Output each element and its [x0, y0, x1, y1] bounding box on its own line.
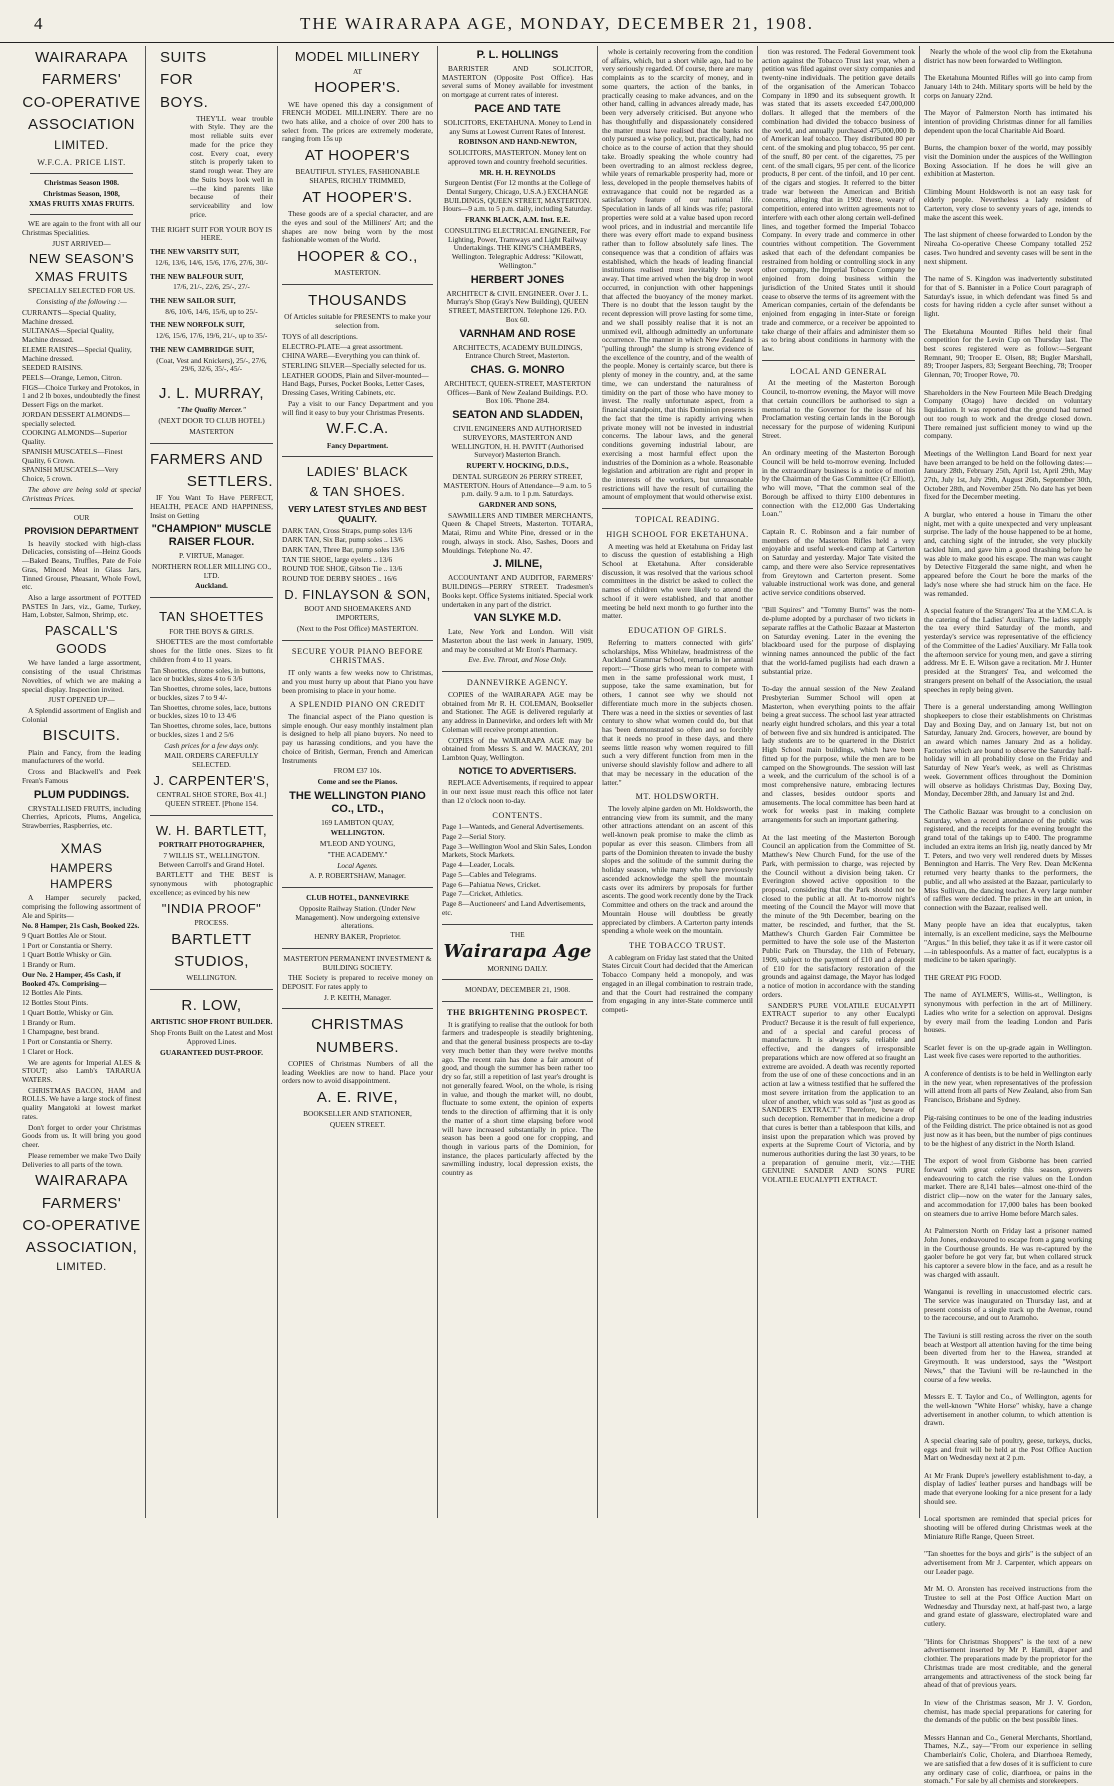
list-item: COOKING ALMONDS—Superior Quality.: [22, 428, 127, 447]
ladies-sub: VERY LATEST STYLES AND BEST QUALITY.: [288, 503, 427, 524]
india-proof: "INDIA PROOF": [161, 900, 262, 916]
varnham-text: ARCHITECTS, ACADEMY BUILDINGS, Entrance Church Street, Masterton.: [452, 342, 583, 361]
divider: [150, 597, 273, 598]
topical-heading: TOPICAL READING.: [635, 515, 720, 525]
consisting-note: Consisting of the following :—: [36, 297, 127, 307]
biscuits-text: Plain and Fancy, from the leading manufacturers of the world.: [22, 747, 141, 766]
ladies-heading: LADIES' BLACK: [306, 464, 409, 480]
gardner-text: SAWMILLERS AND TIMBER MERCHANTS, Queen & Chapel Streets, Masterton. TOTARA, Matai, Rimu and White Pine, dressed or in the rough, always in stock. Also, Sashes, Doors and Mouldings. Telephone No. 47.: [442, 510, 593, 555]
list-item: FIGS—Choice Turkey and Protokos, in 1 and 2 lb boxes, undoubtedly the finest Dessert Figs on the market.: [22, 382, 141, 410]
beautiful-styles: BEAUTIFUL STYLES, FASHIONABLE SHAPES, RICHLY TRIMMED,: [295, 167, 420, 186]
divider: [282, 1008, 433, 1009]
divider: [442, 1001, 593, 1002]
murray-address: (NEXT DOOR TO CLUB HOTEL): [158, 416, 265, 426]
prices-note: The above are being sold at special Christmas Prices.: [22, 484, 141, 503]
studios-line: STUDIOS,: [174, 953, 249, 971]
list-item: Page 4—Leader, Locals.: [442, 860, 515, 870]
notice-heading: NOTICE TO ADVERTISERS.: [458, 765, 577, 776]
piano-company: THE WELLINGTON PIANO CO., LTD.,: [289, 789, 426, 815]
tan-text: SHOETTES are the most comfortable shoes for the little ones. Sizes to fit children from 4 to 11 years.: [150, 637, 273, 664]
just-arrived: JUST ARRIVED—: [52, 238, 111, 248]
deliveries-text: Please remember we make Two Daily Deliveries to all parts of the town.: [22, 1150, 141, 1169]
rive-sub: BOOKSELLER AND STATIONER,: [303, 1109, 412, 1119]
bartlett-name: W. H. BARTLETT,: [155, 822, 268, 838]
jones-name: HERBERT JONES: [470, 273, 565, 286]
dannevirke-text: COPIES of the WAIRARAPA AGE may be obtained from Mr R. H. COLEMAN, Bookseller and Stationer. The AGE is delivered regularly at any address in Dannevirke, and orders left with Mr Coleman will receive prompt attention.: [442, 689, 593, 734]
list-item: Tan Shoettes, chrome soles, lace, buttons or buckles, sizes 7 to 9 4/-: [150, 684, 272, 702]
price-list-heading: W.F.C.A. PRICE LIST.: [37, 158, 126, 168]
org-name-line: WAIRARAPA: [35, 49, 128, 66]
education-title: EDUCATION OF GIRLS.: [628, 626, 727, 636]
footer-name-line: LIMITED.: [56, 1261, 107, 1274]
list-item: 12 Bottles Stout Pints.: [22, 998, 89, 1008]
rive-street: QUEEN STREET.: [329, 1120, 386, 1130]
piano-town: WELLINGTON.: [330, 828, 385, 838]
hamper-no2: Our No. 2 Hamper, 45s Cash, if Booked 47s. Comprising—: [22, 969, 121, 988]
footer-name-line: WAIRARAPA: [35, 1172, 128, 1190]
column-6: [758, 46, 920, 1518]
millinery-line: MODEL MILLINERY: [294, 49, 421, 64]
millinery-text: WE have opened this day a consignment of FRENCH MODEL MILLINERY. There are no two hats alike, and a choice of over 200 hats to select from. The prices are extremely moderate, ranging from 15s up: [282, 99, 433, 144]
list-item: DARK TAN, Three Bar, pump soles 13/6: [282, 545, 405, 554]
divider: [602, 508, 753, 509]
suit-sizes: 8/6, 10/6, 14/6, 15/6, up to 25/-: [165, 306, 258, 316]
tobacco-text: A cablegram on Friday last stated that the United States Circuit Court had decided that the American Tobacco Company held a monopoly, and was engaged in an illegal combination to restrain trade, and that the Court had restrained the company from engaging in any inter-State commerce until competi-: [602, 952, 753, 1015]
list-item: 1 Champagne, best brand.: [22, 1027, 99, 1037]
provision-heading: PROVISION DEPARTMENT: [24, 525, 139, 536]
milne-text: ACCOUNTANT AND AUDITOR, FARMERS' BUILDINGS—PERRY STREET. Tradesmen's Books kept. Office Systems initiated. Special work undertaken in any part of the district.: [442, 573, 593, 609]
divider: [30, 214, 133, 215]
hooper-co: HOOPER & CO.,: [297, 248, 418, 266]
keith-manager: J. P. KEITH, Manager.: [323, 992, 392, 1002]
local-text: At the meeting of the Masterton Borough Council, to-morrow evening, the Mayor will move that certain councillors be authorised to sign a memorial to the Governor for the issue of his Proclamation vesting certain lands in the Borough necessary for the purpose of widening Kuripuni Street. An ordinary meeting of the Masterton Borough Council will be held to-morrow evening. Included in the extraordinary business is a notice of motion by the Chairman of the Gas Committee (Cr Elliott), who will move, "That the common seal of the Borough be affixed to thirty £100 debentures in connection with the £12,000 Gas Undertaking Loan." Captain R. C. Robinson and a fair number of members of the Masterton Rifles held a very enjoyable and useful week-end camp at Carterton on Saturday and yesterday. Major Tate visited the camp, and there were also Service representatives from Greytown and Carterton present. Some valuable instructional work was done, and general active service conditions observed. "Bill Squires" and "Tommy Burns" was the nom-de-plume adopted by a purchaser of two tickets in separate raffles at the Catholic Bazaar at Masterton on Saturday evening. Later in the evening the blackboard used for the purpose of displaying winning names announced the public of the fact that the world-famed pugilists had each drawn a substantial prize. To-day the annual session of the New Zealand Presbyterian Summer School will open at Masterton, when everything points to the affair being a great success. The school last year attracted nearly eight hundred scholars, and this year a total of between five and six hundred is anticipated. The lady students are to be quartered in the District High School main buildings, which have been fitted up for the purpose, while the men are to be camped on the Showgrounds. The session will last a week, and the curriculum of the school is of a most comprehensive nature, embracing lectures and classes, besides outdoor sports and amusements. The local committee has been hard at work for weeks past in making complete arrangements for such an important gathering. At the last meeting of the Masterton Borough Council an application from the Committee of St. Matthew's New Church Fund, for the use of the Park, with permission to charge, was rejected by the Council without a division being taken. Cr Everington showed active opposition to the proposal, considering that the Park should not be closed to the public at all. At to-morrow night's meeting of the Council the Mayor will move that the minute of the 9th December, bearing on the matter, be rescinded, and further, that the St. Matthew's Church Garden Fair Committee be permitted to have the sole use of the Masterton Public Park on Thursday, the 11th of February, 1909, subject to the payment of £10 and a deposit of £10 for the satisfactory restoration of the grounds and against damage, the Mayor has lodged a notice of motion in accordance with the standing orders.: [762, 378, 915, 999]
at-hoopers: AT HOOPER'S: [304, 147, 411, 165]
divider: [150, 443, 273, 444]
low-text: Shop Fronts Built on the Latest and Most Approved Lines.: [150, 1028, 273, 1046]
murray-tagline: "The Quality Mercer.": [176, 405, 247, 415]
finlayson-address: (Next to the Post Office) MASTERTON.: [296, 623, 419, 633]
list-item: DARK TAN, Six Bar, pump soles .. 13/6: [282, 535, 403, 545]
page-number: 4: [34, 14, 43, 33]
divider: [762, 360, 915, 361]
monro-text: ARCHITECT, QUEEN-STREET, MASTERTON Offices—Bank of New Zealand Buildings. P.O. Box 106. 'Phone 284.: [444, 378, 591, 406]
piano-price: FROM £37 10s.: [333, 766, 382, 776]
pascall-heading: PASCALL'S GOODS: [44, 623, 119, 656]
carpenter-name: J. CARPENTER'S,: [153, 772, 270, 788]
org-name-line: CO-OPERATIVE: [22, 93, 141, 111]
bartlett-address: 7 WILLIS ST., WELLINGTON. Between Carroll's and Grand Hotel.: [158, 851, 265, 869]
club-heading: CLUB HOTEL, DANNEVIRKE: [306, 893, 409, 903]
thousands-heading: THOUSANDS: [308, 292, 407, 310]
leader-text: It is gratifying to realise that the outlook for both farmers and tradespeople is steadily brightening, and that the general business prospects are to-day very much better than they were twelve months ago. The recent rain has done a fair amount of good, and though the summer has been rather too dry so far, still a repetition of last year's drought is not generally feared. Wool, on the whole, is rising in value, and though the market will, no doubt, fluctuate to some extent, the opinion of experts tends to the direction of affirming that it is only the matter of a short time elapsing before wool will have increased substantially in price. The season has been a good one for cropping, and though in various parts of the Dominion, for instance, the places particularly affected by the sawmilling industry, local depression exists, the country as: [442, 1019, 593, 1178]
suits-heading-line: FOR: [160, 71, 194, 89]
list-item: CHINA WARE—Everything you can think of.: [282, 351, 420, 361]
list-item: DARK TAN, Cross Straps, pump soles 13/6: [282, 525, 413, 535]
suits-heading-line: BOYS.: [160, 93, 209, 111]
academy-name: "THE ACADEMY.": [327, 849, 388, 859]
tan-heading: TAN SHOETTES: [159, 609, 264, 625]
list-item: Tan Shoettes, chrome soles, lace, buttons or buckles, sizes 10 to 13 4/6: [150, 702, 272, 721]
at-hoopers-2: AT HOOPER'S.: [302, 188, 413, 206]
list-item: TOYS of all descriptions.: [282, 331, 358, 341]
list-item: Tan Shoettes, chrome soles, lace, buttons or buckles, sizes 1 and 2 5/6: [150, 721, 272, 739]
robinson-text: SOLICITORS, MASTERTON. Money lent on approved town and country freehold securities.: [447, 148, 588, 166]
hampers-line: HAMPERS HAMPERS: [50, 860, 113, 891]
list-item: ELEME RAISINS—Special Quality, Machine dressed.: [22, 344, 132, 363]
divider: [30, 173, 133, 174]
notice-text: REPLACE Advertisements, if required to appear in our next issue must reach this office not later than 12 o'clock noon to-day.: [442, 778, 593, 805]
cash-note: Cash prices for a few days only.: [164, 740, 259, 750]
column-4: [438, 46, 598, 1518]
divider: [282, 456, 433, 457]
ladies-heading: & TAN SHOES.: [309, 483, 406, 499]
pace-text: SOLICITORS, EKETAHUNA. Money to Lend in any Sums at Lowest Current Rates of Interest.: [443, 117, 592, 136]
copies-text: COPIES of the WAIRARAPA AGE may be obtained from Messrs S. and W. MACKAY, 201 Lambton Quay, Wellington.: [442, 735, 593, 763]
virtue-manager: P. VIRTUE, Manager.: [179, 551, 244, 561]
divider: [282, 640, 433, 641]
list-item: Page 7—Cricket, Athletics.: [442, 889, 523, 899]
our-label: OUR: [73, 513, 90, 523]
org-name-line: ASSOCIATION: [28, 115, 135, 133]
pascall-text: We have landed a large assortment, consisting of the usual Christmas Novelties, of which we are making a special display. Inspection invited.: [22, 658, 141, 694]
pace-name: PACE AND TATE: [474, 102, 561, 115]
list-item: Page 6—Pahiatua News, Cricket.: [442, 879, 541, 889]
farmers-heading: FARMERS AND: [150, 450, 264, 468]
divider: [282, 948, 433, 949]
hamper-no8: No. 8 Hamper, 21s Cash, Booked 22s.: [22, 921, 140, 931]
hollings-name: P. L. HOLLINGS: [476, 49, 559, 61]
divider: [442, 671, 593, 672]
agents-label: Local Agents.: [337, 860, 378, 870]
millinery-line: AT: [352, 66, 363, 76]
list-item: 1 Brandy or Rum.: [22, 960, 76, 970]
hampers-text: A Hamper securely packed, comprising the following assortment of Ale and Spirits—: [22, 893, 141, 920]
list-item: Page 2—Serial Story.: [442, 831, 506, 841]
robinson-name: ROBINSON AND HAND-NEWTON,: [458, 137, 577, 147]
murray-town: MASTERTON: [189, 426, 234, 436]
list-item: Page 1—Wanteds, and General Advertisements.: [442, 822, 584, 832]
champion-flour: "CHAMPION" MUSCLE RAISER FLOUR.: [151, 523, 272, 549]
list-item: JORDAN DESSERT ALMONDS—specially selected.: [22, 409, 130, 428]
rive-name: A. E. RIVE,: [316, 1089, 399, 1107]
divider: [282, 887, 433, 888]
black-text: CONSULTING ELECTRICAL ENGINEER, For Lighting, Power, Tramways and Light Railway Undertakings. THE KING'S CHAMBERS, Wellington. Telegraphic Address: "Kilowatt, Wellington.": [444, 225, 591, 270]
holdsworth-text: The lovely alpine garden on Mt. Holdsworth, the entrancing view from its summit, and the many other attractions attendant on an ascent of this well-known peak promise to make the climb as popular as ever this season. Climbers from all parts of the Dominion threaten to invade the bushy slopes and the solitude of the summit during the holiday season, while many who have previously ascended acknowledge the spell the mountain casts over its admirers by proposals for further ascents. The good work recently done by the Track Committee and others on the track and around the Mountain House will doubtless be greatly appreciated by climbers. A Carterton party intends spending a whole week on the mountain.: [602, 803, 753, 936]
hampers-line: XMAS: [60, 839, 103, 856]
carpenter-address: CENTRAL SHOE STORE, Box 41.] QUEEN STREET. [Phone 154.: [156, 790, 267, 808]
divider: [150, 815, 273, 816]
right-suit: THE RIGHT SUIT FOR YOUR BOY IS HERE.: [150, 224, 273, 243]
low-title: ARTISTIC SHOP FRONT BUILDER.: [150, 1017, 273, 1027]
column-1: [18, 46, 146, 1518]
splendid-heading: A SPLENDID PIANO ON CREDIT: [289, 700, 426, 710]
school-title: HIGH SCHOOL FOR EKETAHUNA.: [606, 529, 749, 539]
list-item: 1 Quart Bottle Whisky or Gin.: [22, 950, 112, 960]
suit-sizes: 12/6, 15/6, 17/6, 19/6, 21/-, up to 35/-: [155, 331, 268, 341]
suit-sizes: (Coat, Vest and Knickers), 25/-, 27/6, 29/6, 32/6, 35/-, 45/-: [156, 355, 267, 374]
jones-text: ARCHITECT & CIVIL ENGINEER. Over J. L. Murray's Shop (Gray's New Building), QUEEN STREET, MASTERTON. Telephone 126. P.O. Box 60.: [446, 288, 589, 324]
tobacco-continued: tion was restored. The Federal Government took action against the Tobacco Trust last year, when a petition was filed against over sixty companies and twenty-nine individuals. The petition gave details of the organisation of the American Tobacco Company in 1890 and its subsequent growth. It was stated that its assets exceeded £47,000,000 dollars. It alleged that the members of the combination had divided the tobacco business of the world, and annually purchased 475,000,000 lb of American leaf tobacco. They distributed 80 per cent. of the smoking and plug tobacco, 95 per cent. of the snuff, 80 per cent. of the cigarettes, 75 per cent. of the small cigars, 95 per cent. of the licorice products, 8 per cent. of the tinfoil, and 10 per cent. of the cigars and stogies. It referred to the bitter trade war between the American and British concerns, alleging that in 1902 these, weary of competition, entered into written agreements not to interfere with each other along certain well-defined lines, and together formed the Imperial Tobacco Company. In every trade and commerce in other countries without competition. The Government asked that each of the defendant companies be restrained from holding or controlling stock in any other company, the Imperial Tobacco Company be enjoined from doing business within the jurisdiction of the United States until it should cease to observe the terms of its agreement with the American companies, certain of the defendants be enjoined from engaging in inter-State or foreign trade and commerce, or a receiver be appointed to take charge of their affairs and administer them so as to bring about conditions in harmony with the law.: [762, 47, 915, 353]
divider: [442, 924, 593, 925]
farmers-text: IF You Want To Have PERFECT, HEALTH, PEACE AND HAPPINESS, Insist on Getting: [150, 493, 273, 520]
list-item: 1 Port or Constantia or Sherry.: [22, 940, 113, 950]
education-text: Referring to matters connected with girls' scholarships, Miss Whitelaw, headmistress of the Auckland Grammar School, remarks in her annual report:—"Those girls who mean to compete with men in the same professional work must, I suppose, take the same examination, but for others, I cannot see why we should not differentiate much more in the subjects chosen. There was a need in the sixties or seventies of last century to show what women could do, but that has 'been demonstrated so often and so forcibly that it needs no proof in these days, and there seems little reason why women required to fill such a very different function from men in the universe should slavishly follow and adhere to all that may be necessary in the education of the latter.": [602, 637, 753, 787]
wfca-header-ad: [22, 48, 141, 1275]
low-name: R. LOW,: [181, 997, 242, 1015]
thousands-text: Of Articles suitable for PRESENTS to make your selection from.: [284, 312, 431, 331]
list-item: 12 Bottles Ale Pints.: [22, 988, 83, 998]
list-item: LEATHER GOODS, Plain and Silver-mounted—Hand Bags, Purses, Pocket Books, Letter Cases, Dressing Cases, Writing Cabinets, etc.: [282, 370, 429, 398]
org-name-line: LIMITED.: [54, 138, 109, 152]
numbers-text: COPIES of Christmas Numbers of all the leading Weeklies are now to hand. Place your orders now to avoid disappointment.: [282, 1058, 433, 1086]
footer-name-line: FARMERS': [41, 1194, 122, 1212]
divider: [442, 979, 593, 980]
reynolds-name: MR. H. H. REYNOLDS: [479, 167, 556, 177]
seaton-name: SEATON AND SLADDEN,: [452, 409, 583, 422]
piano-text-2: The financial aspect of the Piano question is simple enough. Our easy monthly instalment plan is designed to help all piano buyers. No need to pay us harassing conditions, and you have the choice of British, German, French and American Instruments: [282, 711, 433, 765]
list-item: SULTANAS—Special Quality, Machine dressed.: [22, 326, 114, 345]
agents-text: We are agents for Imperial ALES & STOUT; also Lamb's TARARUA WATERS.: [22, 1057, 141, 1085]
gardner-name: GARDNER AND SONS,: [478, 499, 557, 509]
list-item: PEELS—Orange, Lemon, Citron.: [22, 372, 122, 382]
morning-daily: MORNING DAILY.: [487, 963, 548, 973]
suit-sizes: 12/6, 13/6, 14/6, 15/6, 17/6, 27/6, 30/-: [155, 257, 268, 267]
baker-proprietor: HENRY BAKER, Proprietor.: [314, 932, 401, 942]
list-item: ELECTRO-PLATE—a great assortment.: [282, 341, 403, 351]
dannevirke-heading: DANNEVIRKE AGENCY.: [466, 678, 569, 688]
season-line: Christmas Season, 1908,: [43, 188, 120, 198]
season-line: Christmas Season 1908.: [44, 177, 119, 187]
order-text: Don't forget to order your Christmas Goods from us. It will bring you good cheer.: [22, 1122, 141, 1150]
list-item: CURRANTS—Special Quality, Machine dressed.: [22, 307, 116, 326]
fancy-department: Fancy Department.: [326, 440, 389, 450]
issue-date: MONDAY, DECEMBER 21, 1908.: [464, 985, 571, 995]
auckland-label: Auckland.: [195, 581, 228, 591]
list-item: 1 Port or Constantia or Sherry.: [22, 1037, 113, 1047]
list-item: STERLING SILVER—Specially selected for us.: [282, 361, 427, 371]
fruits-heading: NEW SEASON'S XMAS FRUITS: [28, 251, 135, 284]
suit-name: THE NEW CAMBRIDGE SUIT,: [150, 344, 255, 354]
suit-name: THE NEW SAILOR SUIT,: [150, 295, 236, 305]
column-5: [598, 46, 758, 1518]
farmers-heading: SETTLERS.: [186, 472, 273, 490]
mleod-name: M'LEOD AND YOUNG,: [319, 839, 396, 849]
studios-line: BARTLETT: [171, 930, 252, 948]
robertshaw-manager: A. P. ROBERTSHAW, Manager.: [309, 871, 406, 881]
list-item: 9 Quart Bottles Ale or Stout.: [22, 931, 107, 940]
wfca-heading: W.F.C.A.: [326, 420, 389, 438]
org-name-line: FARMERS': [41, 71, 122, 89]
come-see: Come and see the Pianos.: [317, 777, 398, 787]
provision-text: Is heavily stocked with high-class Delicacies, consisting of—Heinz Goods—Baked Beans, Truffles, Pate de Foie Gras, Minced Meat in Glass Jars, Tinned Grouse, Pheasant, Whole Fowl, etc.: [22, 538, 141, 592]
masthead: [0, 14, 1114, 43]
bartlett-text: BARTLETT and THE BEST is synonymous with photographic excellence; as evinced by his new: [150, 870, 273, 897]
suit-name: THE NEW NORFOLK SUIT,: [150, 320, 245, 330]
tan-subheading: FOR THE BOYS & GIRLS.: [169, 626, 254, 636]
hocking-text: DENTAL SURGEON 26 PERRY STREET, MASTERTON. Hours of Attendance—9 a.m. to 5 p.m. daily. 9 a.m. to 1 p.m. Saturdays.: [443, 471, 592, 499]
masthead-title: THE WAIRARAPA AGE, MONDAY, DECEMBER 21, 1908.: [299, 14, 815, 33]
monro-name: CHAS. G. MONRO: [470, 363, 565, 376]
suits-text: THEY'LL wear trouble with Style. They are the most reliable suits ever made for the price they cost. Every coat, every stitch is properly taken to stand rough wear. They are the Suits boys look well in—the kind parents like because of their serviceability and low price.: [190, 113, 273, 219]
building-heading: MASTERTON PERMANENT INVESTMENT & BUILDING SOCIETY.: [283, 953, 432, 972]
potted-text: Also a large assortment of POTTED PASTES In Jars, viz., Game, Turkey, Ham, Lobster, Salmon, Shrimp, etc.: [22, 593, 141, 620]
piano-text: IT only wants a few weeks now to Christmas, and you must hurry up about that Piano you have been promising to place in your home.: [282, 668, 433, 695]
bartlett-title: PORTRAIT PHOTOGRAPHER,: [158, 840, 265, 850]
finlayson-sub: BOOT AND SHOEMAKERS AND IMPORTERS,: [304, 604, 411, 623]
sanders-ad: SANDER'S PURE VOLATILE EUCALYPTI EXTRACT superior to any other Eucalypti Product? Because it is the result of full experience, and of a special and careful process of manufacture. It is always safe, reliable and effective, and the dangers of irresponsible preparations which are now offered at so fraught an extreme are avoided. A death was recently reported from the use of one of these concoctions and in an action at law a witness testified that he suffered the most severe irritation from the application to an ulcer of another, which was sold as "just as good as SANDER'S EXTRACT." Therefore, beware of such deception. Remember that in medicine a drop that cures is better than a tablespoon that kills, and insist upon the preparation which was proved by experts at the Supreme Court of Victoria, and by numerous authorities during the last 30 years, to be a preparation of genuine merit, viz.:—THE GENUINE SANDER AND SONS PURE VOLATILE EUCALYPTI EXTRACT.: [762, 1000, 915, 1185]
list-item: Page 8—Auctioneers' and Land Advertisements, etc.: [442, 899, 586, 917]
biscuits-heading: BISCUITS.: [42, 727, 121, 745]
columns: [18, 46, 1096, 1786]
crystal-text: CRYSTALLISED FRUITS, including Cherries, Apricots, Plums, Angelica, Strawberries, Raspberries, etc.: [22, 803, 141, 831]
column-7: [920, 46, 1096, 1786]
contents-heading: CONTENTS.: [492, 810, 543, 820]
piano-heading: SECURE YOUR PIANO BEFORE CHRISTMAS.: [291, 646, 424, 666]
slyke-hours: Eve. Eve. Throat, and Nose Only.: [468, 655, 567, 665]
tobacco-title: THE TOBACCO TRUST.: [629, 940, 726, 950]
milne-name: J. MILNE,: [492, 558, 543, 571]
school-text: A meeting was held at Eketahuna on Friday last to discuss the question of establishing a High School at Eketahuna. After considerable discussion, it was resolved that the various school committees in the district be asked to collect the names of children who were likely to attend the school if it were established, and that another meeting be held next month to go further into the matter.: [602, 541, 753, 621]
mill-name: NORTHERN ROLLER MILLING CO., LTD.: [151, 561, 272, 580]
suit-list: [150, 248, 273, 374]
piano-address: 169 LAMBTON QUAY,: [321, 817, 394, 827]
building-text: THE Society is prepared to receive money on DEPOSIT. For rates apply to: [282, 973, 433, 991]
list-item: 1 Quart Bottle, Whisky or Gin.: [22, 1007, 114, 1017]
puddings-heading: PLUM PUDDINGS.: [33, 788, 130, 801]
suit-sizes: 17/6, 21/-, 22/6, 25/-, 27/-: [173, 282, 250, 292]
list-item: SPANISH MUSCATELS—Finest Quality, 6 Crown.: [22, 446, 123, 465]
process-label: PROCESS.: [194, 918, 229, 928]
holdsworth-title: MT. HOLDSWORTH.: [635, 792, 720, 802]
selected-note: SPECIALLY SELECTED FOR US.: [28, 286, 135, 296]
varnham-name: VARNHAM AND ROSE: [459, 327, 576, 340]
suit-name: THE NEW VARSITY SUIT,: [150, 247, 240, 257]
bacon-text: CHRISTMAS BACON, HAM and ROLLS. We have a large stock of finest quality Mangatoki at lowest market rates.: [22, 1085, 141, 1121]
visit-text: Pay a visit to our Fancy Department and you will find it easy to buy your Christmas Presents.: [282, 398, 433, 417]
opened-text: A Splendid assortment of English and Colonial: [22, 705, 141, 724]
fruit-list: [22, 309, 141, 484]
guaranteed-label: GUARANTEED DUST-PROOF.: [160, 1047, 263, 1057]
local-news-text: Nearly the whole of the wool clip from the Eketahuna district has now been forwarded to Wellington. The Eketahuna Mounted Rifles will go into camp from January 14th to 24th. Military sports will be held by the corps on January 22nd. The Mayor of Palmerston North has intimated his intention of providing Christmas dinner for all families dependent upon the local Charitable Aid Board. Burns, the champion boxer of the world, may possibly visit the Dominion under the auspices of the Wellington Boxing Association. If he does he will give an exhibition at Masterton. Climbing Mount Holdsworth is not an easy task for elderly people. Nevertheless a lady resident of Carterton, very close to seventy years of age, intends to make the ascent this week. The last shipment of cheese forwarded to London by the Nireaha Co-operative Cheese Company totalled 252 cases. Two hundred and seventy cases will be sent in the next shipment. The name of S. Kingdon was inadvertently substituted for that of S. Bannister in a Police Court paragraph of Saturday's issue, in which defendant was fined 5s and costs for having ridden a cycle after sunset without a light. The Eketahuna Mounted Rifles held their final competition for the Levin Cup on Thursday last. The best scores registered were as follow:—Sergeant Remnant, 90; Trooper E. Olsen, 88; Bugler Marshall, 89; Trooper Jaspers, 83; Sergeant Beeching, 78; Trooper Glennan, 70; Trooper Rowe, 70. Shareholders in the New Fourteen Mile Beach Dredging Company (Otago) have decided on voluntary liquidation. It was reported that the ground had turned out too rough to work and the dredge closed down. There remained just sufficient money to wind up the company. Meetings of the Wellington Land Board for next year have been arranged to be held on the following dates:—January 28th, February 25th, April 1st, April 29th, May 27th, July 1st, July 29th, August 26th, September 30th, October 28th, and November 25th. No date has yet been fixed for the December meeting. A burglar, who entered a house in Timaru the other night, met with a quite unexpected and very unpleasant surprise. The lady of the house happened to be at home, and, catching sight of the intruder, she very pluckily tackled him, and gave him a good thrashing before he was able to make good his escape. The man was caught by Detective Fitzgerald the same night, and when he appeared before the Court he bore the marks of the lady's nose where she had struck him on the face. He was remanded. A special feature of the Strangers' Tea at the Y.M.C.A. is the catering of the Ladies' Auxiliary. The ladies supply the tea every third Saturday of the month, and yesterday's service was representative of the efficiency of the Committee of the Ladies' Auxiliary. Mr Falla took the afternoon service for young men, and gave a stirring address. Mr E. E. Wilson gave a recitation. Mr J. Hunter presided at the Strangers' Tea, and welcomed the strangers present on behalf of the Association, the usual speeches in reply being given. There is a general understanding among Wellington shopkeepers to close their establishments on Christmas Day and Boxing Day, and on January 1st, but not on Saturday, January 2nd. Grocers, however, are bound by an award which names January 2nd as a holiday. Factories which are bound to observe the Saturday half-holiday will in all probability close on the Friday and Saturday of New Year's week, as well as Christmas week. Government offices throughout the Dominion will observe as holidays Christmas Day, Boxing Day, Monday, December 28th, and January 1st and 2nd. The Catholic Bazaar was brought to a conclusion on Saturday, when a record attendance of the public was registered, and the receipts for the evening brought the grand total of the takings up to £400. The programme included an extra items an Irish jig, neatly danced by Mr T. Peters, and two very well rendered duets by Misses Bennington and Harris. The Very Rev. Dean McKenna returned very hearty thanks to the performers, the public, and all who assisted at the Bazaar, particularly to Miss Sullivan, the dancing teacher. A very large number of raffles were decided. The prizes in the art union, in connection with the Bazaar, realised well. Many people have an idea that eucalyptus, taken internally, is an excellent medicine, says the Melbourne "Argus." In this belief, they take it as if it were castor oil—in tablespoonfuls. As a matter of fact, eucalyptus is a medicine to be taken sparingly. THE GREAT PIG FOOD. The name of AYLMER'S, Willis-st., Wellington, is synonymous with perfection in the art of Millinery. Ladies who write for a selection on approval. Designs by every mail from the leading London and Paris houses. Scarlet fever is on the up-grade again in Wellington. Last week five cases were reported to the authorities. A conference of dentists is to be held in Wellington early in the new year, when representatives of the profession will attend from all parts of New Zealand, also from San Francisco, Brisbane and Sydney. Pig-raising continues to be one of the leading industries of the Feilding district. The price obtained is not as good just now as it has been, but the number of pigs continues to be the highest of any district in the North Island. The export of wool from Gisborne has been carried forward with great celerity this season, growers endeavouring to catch the rise values on the London market. There are 8,141 bales—almost one-third of the district clip—now on the water for the January sales, and accommodation for 17,000 bales has been booked on steamers due to arrive Home before March sales. At Palmerston North on Friday last a prisoner named John Jones, endeavoured to escape from a gang working in the Courthouse grounds. He was re-captured by the gaoler before he got very far, but when collared struck his captorer a severe blow in the face, and as a result he was charged with assault. Wanganui is revelling in unaccustomed electric cars. The service was inaugurated on Thursday last, and at present consists of a single track up the Avenue, round to the racecourse, and out to Aramoho. The Taviuni is still resting across the river on the south beach at Westport all attention having for the time being been diverted from her to the Hawea, stranded at Greymouth. It was understood, says the "Westport News," that the Taviuni will be re-launched in the course of a few weeks. Messrs E. T. Taylor and Co., of Wellington, agents for the well-known "White Horse" whisky, have a change advertisement in another column, to which attention is drawn. A special clearing sale of poultry, geese, turkeys, ducks, eggs and fruit will be held at the Post Office Auction Mart on Wednesday next at 2 p.m. At Mr Frank Dupre's jewellery establishment to-day, a display of ladies' leather purses and handbags will be made that everyone looking for a nice present for a lady should see. Local sportsmen are reminded that special prices for shooting will be offered during Christmas week at the Miniature Rifle Range, Queen Street. "Tan shoettes for the boys and girls" is the subject of an advertisement from Mr J. Carpenter, which appears on our Leader page. Mr M. O. Aronsten has received instructions from the Trustee to sell at the Post Office Auction Mart on Wednesday and Thursday next, at half-past two, a large and grand estate of glassware, electroplated ware and cutlery. "Hints for Christmas Shoppers" is the text of a new advertisement inserted by Mr P. Hamill, draper and clothier. The preparations made by the proprietor for the Christmas trade are most creditable, and the general arrangements and attractiveness of the stock being far ahead of that of previous years. In view of the Christmas season, Mr J. V. Gordon, chemist, has made special preparations for catering for the demands of the public on the best possible lines. Messrs Hannan and Co., General Merchants, Shortland, Thames, N.Z., say—"From our experience in selling Chamberlain's Colic, Cholera, and Diarrhoea Remedy, we are satisfied that a few doses of it is sufficient to cure any ordinary case of colic, diarrhoea, or pains in the stomach." For sale by all chemists and storekeepers.: [924, 47, 1092, 1786]
list-item: SEEDED RAISINS.: [22, 363, 83, 373]
intro-text: WE are again to the front with all our Christmas Specialities.: [22, 219, 141, 237]
finlayson-name: D. FINLAYSON & SON,: [284, 586, 431, 602]
suit-name: THE NEW BALFOUR SUIT,: [150, 271, 244, 281]
list-item: ROUND TOE DERBY SHOES .. 16/6: [282, 574, 397, 584]
goods-text: These goods are of a special character, and are the eyes and soul of the Milliners' Art; and the shapes are now being worn by the most fashionable women of the World.: [282, 209, 433, 245]
divider: [30, 508, 133, 509]
seaton-text: CIVIL ENGINEERS AND AUTHORISED SURVEYORS, MASTERTON AND WELLINGTON, H. H. PAVITT (Authorised Surveyor) Masterton Branch.: [451, 424, 584, 460]
leader-title: THE BRIGHTENING PROSPECT.: [446, 1008, 589, 1018]
list-item: Page 5—Cables and Telegrams.: [442, 869, 537, 879]
local-title: LOCAL AND GENERAL: [790, 366, 887, 376]
footer-name-line: CO-OPERATIVE: [22, 1216, 141, 1234]
leader-continued: whole is certainly recovering from the condition of affairs, which, but a short while ago, had to be very seriously regarded. Of course, there are many complaints as to the scarcity of money, and in some quarters, the action of the banks, in practically ceasing to make advances, and on the other hand, calling in advances already made, has been very adversely criticised. But anyone who has thoughtfully and dispassionately considered the matter must have realised that the banks not only pursued a wise policy, but, practically, had no choice as to the course of action that they should take. Broadly speaking the whole country had been overtrading to an almost reckless degree, while years of remarkable prosperity had, more or less, developed in the people themselves habits of extravagance that could not be regarded as a satisfactory feature of our national life. Speculation in lands of all kinds was rife; pastoral properties were sold at a value based upon record wool prices, and in industrial and mercantile life there was every effort made to expand business rather than to follow absolutely safe lines. The consequence was that a condition of affairs was established, which the heads of leading financial institutions realised must inevitably be swept away. That time arrived when the big drop in wool occurred, in conjunction with other happenings that affected the buoyancy of the money market. There is no doubt that the lesson taught by the recent depression will prove lasting for some time, and we shall possibly realise that it is not an unmixed evil, although admittedly an unfortunate occurrence. The manner in which New Zealand is "pulling through" the slump is strong evidence of the excellence of the country, and of the wealth of the people. Money is certainly scarce, but there is plenty of money in the country, and, at the same time, we can understand the naturalness of timidity on the part of those who have money to invest. The really unfortunate aspect, from a financial standpoint, that this Dominion presents is the fact that the time is rapidly arriving when private money will not be invested in industrial concerns. The labour laws, and the general conditions governing industrial labour, are exercising a most harmful effect upon the industries of the Dominion as a whole. Reasonable legislation and arbitration are right and proper in the interests of the workers, but unreasonable restrictions will have the result of curtailing the amount of employment that would otherwise exist.: [602, 47, 753, 502]
studios-town: WELLINGTON.: [186, 973, 237, 983]
column-3: [278, 46, 438, 1518]
black-name: FRANK BLACK, A.M. Inst. E.E.: [464, 215, 571, 225]
list-item: ROUND TOE SHOE, Gibson Tie .. 13/6: [282, 564, 403, 574]
list-item: Page 3—Wellington Wool and Skin Sales, London Markets, Stock Markets.: [442, 841, 592, 860]
list-item: TAN TIE SHOE, large eyelets .. 13/6: [282, 554, 393, 564]
divider: [282, 284, 433, 285]
christmas-line: NUMBERS.: [315, 1038, 400, 1056]
list-item: 1 Claret or Hock.: [22, 1046, 74, 1056]
season-line: XMAS FRUITS XMAS FRUITS.: [28, 199, 135, 209]
hocking-name: RUPERT V. HOCKING, D.D.S.,: [466, 461, 569, 471]
christmas-line: CHRISTMAS: [311, 1016, 404, 1034]
footer-name-line: ASSOCIATION,: [25, 1239, 138, 1257]
reynolds-text: Surgeon Dentist (For 12 months at the College of Dental Surgery, Chicago, U.S.A.) EXCHANGE BUILDINGS, QUEEN STREET, MASTERTON. Hours—9 a.m. to 5 p.m. daily, including Saturday.: [442, 178, 593, 214]
mail-note: MAIL ORDERS CAREFULLY SELECTED.: [164, 751, 259, 769]
list-item: Tan Shoettes, chrome soles, in buttons, lace or buckles, sizes 4 to 6 3/6: [150, 665, 266, 684]
hooper-town: MASTERTON.: [334, 268, 381, 278]
slyke-text: Late, New York and London. Will visit Masterton about the last week in January, 1909, and may be consulted at Mr Eton's Pharmacy.: [442, 627, 593, 654]
millinery-line: HOOPER'S.: [314, 79, 401, 97]
list-item: SPANISH MUSCATELS—Very Choice, 5 crown.: [22, 465, 119, 484]
slyke-name: VAN SLYKE M.D.: [473, 612, 562, 625]
opened-label: JUST OPENED UP—: [48, 695, 115, 705]
divider: [150, 989, 273, 990]
nameplate: Wairarapa Age: [443, 941, 592, 963]
hollings-text: BARRISTER AND SOLICITOR, MASTERTON (Opposite Post Office). Has several sums of Money available for investment on mortgage at current rates of interest.: [442, 63, 593, 100]
nameplate-the: THE: [510, 929, 525, 939]
murray-name: J. L. MURRAY,: [158, 385, 265, 403]
suits-heading-line: SUITS: [160, 49, 207, 66]
column-2: [146, 46, 278, 1518]
list-item: 1 Brandy or Rum.: [22, 1017, 76, 1027]
club-text: Opposite Railway Station. (Under New Management). Now undergoing extensive alterations.: [295, 903, 420, 931]
puddings-intro: Cross and Blackwell's and Peek Frean's Famous: [22, 767, 141, 785]
